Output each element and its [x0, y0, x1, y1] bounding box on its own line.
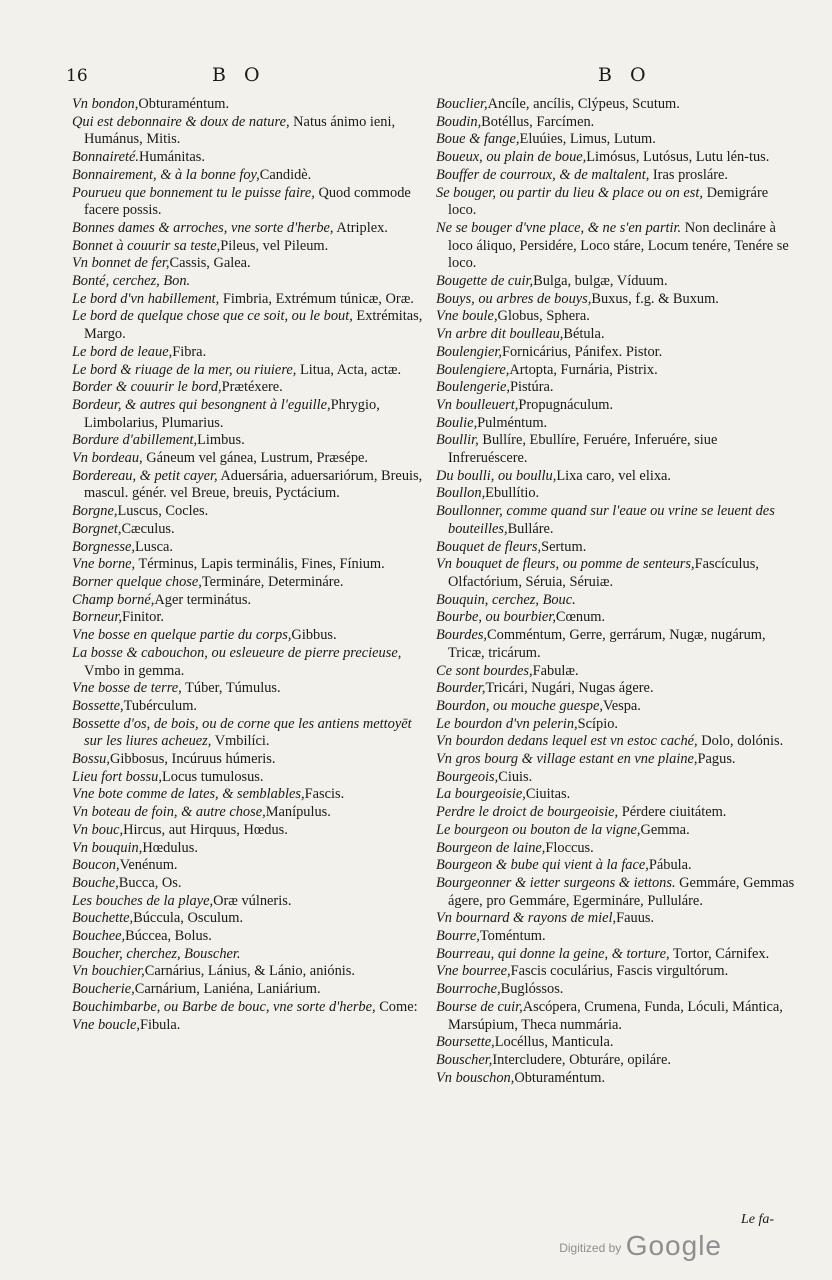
french-headword: Bonnairement, & à la bonne foy,: [72, 166, 260, 183]
dictionary-entry: [436, 804, 796, 822]
dictionary-entry: [436, 96, 796, 114]
latin-equivalent: Buglóssos.: [500, 981, 564, 998]
latin-equivalent: Bullíre, Ebullíre, Feruére, Inferuére, siue Infreruéscere.: [448, 432, 718, 467]
french-headword: Boulengier,: [436, 343, 502, 360]
latin-equivalent: Locéllus, Manticula.: [494, 1034, 614, 1051]
french-headword: Bouchette,: [72, 910, 134, 927]
french-headword: Boulengiere,: [436, 361, 510, 378]
dictionary-entry: [436, 167, 796, 185]
dictionary-entry: [72, 362, 427, 380]
latin-equivalent: Fimbria, Extrémum túnicæ, Oræ.: [219, 290, 414, 307]
latin-equivalent: Intercludere, Obturáre, opiláre.: [492, 1051, 671, 1068]
french-headword: Bouys, ou arbres de bouys,: [436, 290, 592, 307]
dictionary-entry: [436, 698, 796, 716]
dictionary-entry: [72, 185, 427, 220]
french-headword: Bourder,: [436, 680, 486, 697]
french-headword: Ne se bouger d'vne place, & ne s'en partir.: [436, 219, 682, 236]
google-logo: Google: [625, 1230, 722, 1261]
dictionary-entry: [436, 556, 796, 591]
french-headword: Bordeur, & autres qui besongnent à l'eguille,: [72, 396, 331, 413]
french-headword: Borneur,: [72, 609, 122, 626]
french-headword: Boudin,: [436, 113, 482, 130]
dictionary-entry: [72, 238, 427, 256]
french-headword: Ce sont bourdes,: [436, 662, 533, 679]
latin-equivalent: Finitor.: [121, 609, 164, 626]
french-headword: Vn bouquin,: [72, 839, 143, 856]
dictionary-entry: [72, 822, 427, 840]
dictionary-entry: [436, 131, 796, 149]
dictionary-entry: [72, 397, 427, 432]
latin-equivalent: Vespa.: [602, 697, 641, 714]
latin-equivalent: Artopta, Furnária, Pistrix.: [509, 361, 658, 378]
dictionary-entry: [72, 503, 427, 521]
french-headword: Bourroche,: [436, 981, 501, 998]
latin-equivalent: Fabulæ.: [532, 662, 579, 679]
dictionary-entry: [72, 786, 427, 804]
dictionary-entry: [436, 981, 796, 999]
latin-equivalent: Gáneum vel gánea, Lustrum, Præsépe.: [142, 450, 369, 467]
dictionary-entry: [72, 875, 427, 893]
latin-equivalent: Vmbo in gemma.: [84, 662, 185, 679]
dictionary-entry: [436, 786, 796, 804]
dictionary-entry: [436, 344, 796, 362]
french-headword: Bordure d'abillement,: [72, 432, 198, 449]
latin-equivalent: Oræ vúlneris.: [213, 892, 292, 909]
french-headword: Le bourdon d'vn pelerin,: [436, 715, 578, 732]
french-headword: Bourgeonner & ietter surgeons & iettons.: [436, 874, 676, 891]
dictionary-entry: [72, 698, 427, 716]
dictionary-entry: [72, 716, 427, 751]
latin-equivalent: Bucca, Os.: [118, 874, 182, 891]
french-headword: Boueux, ou plain de boue,: [436, 149, 587, 166]
french-headword: Champ borné,: [72, 591, 155, 608]
dictionary-entry: [436, 397, 796, 415]
dictionary-entry: [436, 1070, 796, 1088]
latin-equivalent: Pileus, vel Pileum.: [220, 237, 329, 254]
french-headword: Le bord & riuage de la mer, ou riuiere,: [72, 361, 297, 378]
french-headword: Vne boule,: [436, 308, 498, 325]
dictionary-entry: [436, 468, 796, 486]
dictionary-entry: [436, 609, 796, 627]
french-headword: Boursette,: [436, 1034, 495, 1051]
dictionary-entry: [72, 114, 427, 149]
latin-equivalent: Prætéxere.: [221, 379, 283, 396]
dictionary-entry: [72, 521, 427, 539]
dictionary-entry: [72, 928, 427, 946]
french-headword: Bourdes,: [436, 627, 488, 644]
latin-equivalent: Ciuis.: [498, 768, 533, 785]
dictionary-entry: [72, 893, 427, 911]
dictionary-entry: [436, 999, 796, 1034]
latin-equivalent: Búccula, Osculum.: [133, 910, 244, 927]
latin-equivalent: Extrémitas, Margo.: [84, 308, 423, 343]
running-header-right: B O: [598, 64, 652, 86]
dictionary-entry: [72, 468, 427, 503]
latin-equivalent: Bulláre.: [507, 520, 554, 537]
latin-equivalent: Fascis coculárius, Fascis virgultórum.: [510, 963, 729, 980]
latin-equivalent: Fornicárius, Pánifex. Pistor.: [501, 343, 663, 360]
french-headword: Bonté, cerchez, Bon.: [72, 273, 191, 290]
french-headword: Boullonner, comme quand sur l'eaue ou vrine se leuent des bouteilles,: [436, 503, 775, 537]
french-headword: Vne boucle,: [72, 1016, 140, 1033]
dictionary-entry: [436, 963, 796, 981]
latin-equivalent: Non declináre à loco áliquo, Persidére, Loco stáre, Locum tenére, Tenére se loco.: [448, 219, 789, 272]
french-headword: Vne borne,: [72, 556, 136, 573]
latin-equivalent: Hœdulus.: [142, 839, 198, 856]
latin-equivalent: Bulga, bulgæ, Víduum.: [533, 273, 668, 290]
french-headword: Vne bourree,: [436, 963, 511, 980]
latin-equivalent: Luscus, Cocles.: [117, 503, 209, 520]
dictionary-entry: [436, 503, 796, 538]
latin-equivalent: Dolo, dolónis.: [697, 733, 784, 750]
latin-equivalent: Ascópera, Crumena, Funda, Lóculi, Mántica, Marsúpium, Theca nummária.: [448, 998, 783, 1033]
latin-equivalent: Scípio.: [577, 715, 619, 732]
dictionary-entry: [72, 291, 427, 309]
french-headword: Boue & fange,: [436, 131, 520, 148]
right-column: [436, 96, 796, 1087]
dictionary-entry: [436, 539, 796, 557]
dictionary-entry: [72, 574, 427, 592]
latin-equivalent: Carnárium, Laniéna, Laniárium.: [134, 981, 321, 998]
dictionary-entry: [72, 308, 427, 343]
page-number: 16: [66, 66, 88, 86]
latin-equivalent: Vmbilíci.: [211, 733, 270, 750]
dictionary-entry: [436, 840, 796, 858]
latin-equivalent: Túber, Túmulus.: [181, 680, 281, 697]
dictionary-entry: [72, 804, 427, 822]
dictionary-entry: [436, 875, 796, 910]
french-headword: Vn bondon,: [72, 96, 139, 112]
dictionary-entry: [72, 769, 427, 787]
french-headword: Bouffer de courroux, & de maltalent,: [436, 166, 650, 183]
digitized-by-watermark: [559, 1230, 722, 1262]
dictionary-entry: [72, 857, 427, 875]
dictionary-entry: [436, 1052, 796, 1070]
french-headword: Bouquin, cerchez, Bouc.: [436, 591, 576, 608]
latin-equivalent: Toméntum.: [479, 928, 546, 945]
french-headword: Le bord de leaue,: [72, 343, 173, 360]
latin-equivalent: Cœnum.: [555, 609, 606, 626]
dictionary-entry: [436, 716, 796, 734]
dictionary-entry: [72, 946, 427, 964]
dictionary-entry: [72, 450, 427, 468]
french-headword: Vn gros bourg & village estant en vne plaine,: [436, 751, 698, 768]
catchword: Le fa-: [740, 1212, 774, 1227]
french-headword: Border & couurir le bord,: [72, 379, 222, 396]
dictionary-entry: [72, 609, 427, 627]
dictionary-entry: [436, 733, 796, 751]
french-headword: Bourre,: [436, 928, 480, 945]
latin-equivalent: Carnárius, Lánius, & Lánio, aniónis.: [144, 963, 355, 980]
latin-equivalent: Ancíle, ancílis, Clýpeus, Scutum.: [487, 96, 680, 112]
dictionary-entry: [436, 362, 796, 380]
latin-equivalent: Ciuitas.: [525, 786, 571, 803]
latin-equivalent: Fibra.: [172, 343, 207, 360]
latin-equivalent: Candidè.: [259, 166, 312, 183]
latin-equivalent: Phrygio, Limbolarius, Plumarius.: [84, 396, 380, 431]
french-headword: Bordereau, & petit cayer,: [72, 467, 218, 484]
latin-equivalent: Floccus.: [545, 839, 594, 856]
dictionary-entry: [72, 751, 427, 769]
dictionary-entry: [436, 415, 796, 433]
latin-equivalent: Gibbus.: [291, 627, 337, 644]
latin-equivalent: Tortor, Cárnifex.: [669, 945, 770, 962]
latin-equivalent: Pábula.: [648, 857, 692, 874]
dictionary-entry: [72, 255, 427, 273]
dictionary-entry: [436, 273, 796, 291]
dictionary-entry: [436, 1034, 796, 1052]
latin-equivalent: Lixa caro, vel elixa.: [556, 467, 671, 484]
dictionary-entry: [72, 149, 427, 167]
french-headword: Bouquet de fleurs,: [436, 538, 542, 555]
french-headword: Boucher, cherchez, Bouscher.: [72, 945, 241, 962]
dictionary-entry: [436, 769, 796, 787]
french-headword: Bourgeois,: [436, 768, 499, 785]
dictionary-entry: [436, 910, 796, 928]
french-headword: La bourgeoisie,: [436, 786, 526, 803]
french-headword: Borgne,: [72, 503, 118, 520]
dictionary-entry: [436, 114, 796, 132]
dictionary-entry: [72, 910, 427, 928]
french-headword: Perdre le droict de bourgeoisie,: [436, 804, 619, 821]
dictionary-entry: [72, 273, 427, 291]
french-headword: Boulie,: [436, 414, 478, 431]
dictionary-entry: [72, 96, 427, 114]
latin-equivalent: Fascículus, Olfactórium, Séruia, Séruiæ.: [448, 556, 759, 590]
french-headword: Vn boulleuert,: [436, 396, 519, 413]
dictionary-entry: [436, 857, 796, 875]
french-headword: Bouche,: [72, 874, 119, 891]
latin-equivalent: Propugnáculum.: [518, 396, 614, 413]
french-headword: Qui est debonnaire & doux de nature,: [72, 113, 290, 130]
latin-equivalent: Hircus, aut Hirquus, Hœdus.: [123, 821, 288, 838]
latin-equivalent: Búccea, Bolus.: [125, 928, 212, 945]
dictionary-entry: [72, 645, 427, 680]
dictionary-entry: [436, 291, 796, 309]
dictionary-entry: [72, 680, 427, 698]
french-headword: Bourse de cuir,: [436, 998, 523, 1015]
french-headword: Lieu fort bossu,: [72, 768, 162, 785]
latin-equivalent: Come:: [375, 998, 418, 1015]
french-headword: Bossette d'os, de bois, ou de corne que les antiens mettoyēt sur les liures acheuez,: [72, 715, 412, 750]
french-headword: Vn bonnet de fer,: [72, 255, 170, 272]
left-column: [72, 96, 427, 1034]
latin-equivalent: Obturaméntum.: [138, 96, 230, 112]
latin-equivalent: Humánitas.: [139, 149, 205, 166]
french-headword: Bossu,: [72, 751, 110, 768]
french-headword: Vn bournard & rayons de miel,: [436, 910, 617, 927]
dictionary-entry: [72, 627, 427, 645]
latin-equivalent: Pulméntum.: [477, 414, 548, 431]
dictionary-entry: [436, 326, 796, 344]
french-headword: Vne bosse en quelque partie du corps,: [72, 627, 292, 644]
latin-equivalent: Cæculus.: [121, 520, 175, 537]
dictionary-entry: [72, 592, 427, 610]
french-headword: Le bord de quelque chose que ce soit, ou le bout,: [72, 308, 353, 325]
french-headword: Vn bouchier,: [72, 963, 145, 980]
latin-equivalent: Pagus.: [697, 751, 736, 768]
latin-equivalent: Fauus.: [616, 910, 655, 927]
latin-equivalent: Globus, Sphera.: [497, 308, 590, 325]
dictionary-entry: [72, 379, 427, 397]
latin-equivalent: Pistúra.: [509, 379, 554, 396]
dictionary-entry: [436, 822, 796, 840]
dictionary-entry: [72, 981, 427, 999]
latin-equivalent: Manípulus.: [265, 804, 331, 821]
dictionary-entry: [72, 539, 427, 557]
dictionary-entry: [72, 220, 427, 238]
dictionary-entry: [72, 432, 427, 450]
french-headword: Le bord d'vn habillement,: [72, 290, 220, 307]
latin-equivalent: Atriplex.: [333, 219, 388, 236]
dictionary-entry: [436, 928, 796, 946]
watermark-prefix: Digitized by: [559, 1241, 622, 1255]
dictionary-entry: [72, 167, 427, 185]
dictionary-entry: [72, 344, 427, 362]
dictionary-entry: [436, 432, 796, 467]
french-headword: Bossette,: [72, 697, 124, 714]
french-headword: Vn bouquet de fleurs, ou pomme de senteurs,: [436, 556, 695, 573]
french-headword: Le bourgeon ou bouton de la vigne,: [436, 821, 641, 838]
french-headword: Bouscher,: [436, 1051, 493, 1068]
french-headword: Les bouches de la playe,: [72, 892, 214, 909]
french-headword: Vn bouc,: [72, 821, 124, 838]
dictionary-entry: [436, 485, 796, 503]
latin-equivalent: Limósus, Lutósus, Lutu lén-tus.: [586, 149, 770, 166]
latin-equivalent: Sertum.: [541, 538, 587, 555]
dictionary-entry: [72, 556, 427, 574]
latin-equivalent: Cassis, Galea.: [169, 255, 251, 272]
latin-equivalent: Locus tumulosus.: [161, 768, 264, 785]
dictionary-entry: [436, 751, 796, 769]
latin-equivalent: Fascis.: [304, 786, 345, 803]
latin-equivalent: Tricári, Nugári, Nugas ágere.: [485, 680, 654, 697]
dictionary-entry: [436, 185, 796, 220]
latin-equivalent: Termináre, Determináre.: [201, 573, 344, 590]
french-headword: Bonnaireté.: [72, 149, 140, 166]
french-headword: Vne bote comme de lates, & semblables,: [72, 786, 305, 803]
dictionary-entry: [436, 627, 796, 662]
latin-equivalent: Lusca.: [135, 538, 173, 555]
french-headword: Bonnet à couurir sa teste,: [72, 237, 221, 254]
french-headword: Bourgeon & bube qui vient à la face,: [436, 857, 649, 874]
latin-equivalent: Quod commode facere possis.: [84, 184, 411, 219]
french-headword: Du boulli, ou boullu,: [436, 467, 557, 484]
latin-equivalent: Comméntum, Gerre, gerrárum, Nugæ, nugárum, Tricæ, tricárum.: [448, 627, 766, 661]
french-headword: Bouchee,: [72, 928, 126, 945]
latin-equivalent: Obturaméntum.: [514, 1069, 606, 1086]
french-headword: Vn bourdon dedans lequel est vn estoc caché,: [436, 733, 698, 750]
french-headword: Bourdon, ou mouche guespe,: [436, 697, 603, 714]
latin-equivalent: Demigráre loco.: [448, 184, 769, 219]
french-headword: Se bouger, ou partir du lieu & place ou on est,: [436, 184, 703, 201]
french-headword: Boucon,: [72, 857, 120, 874]
french-headword: Boullon,: [436, 485, 486, 502]
french-headword: Borner quelque chose,: [72, 573, 202, 590]
french-headword: Vn arbre dit boulleau,: [436, 326, 564, 343]
french-headword: Vn bordeau,: [72, 450, 143, 467]
latin-equivalent: Venénum.: [119, 857, 178, 874]
latin-equivalent: Gemmáre, Gemmas ágere, pro Gemmáre, Egermináre, Pulluláre.: [448, 874, 795, 909]
french-headword: Bourbe, ou bourbier,: [436, 609, 556, 626]
dictionary-entry: [436, 592, 796, 610]
latin-equivalent: Fibula.: [139, 1016, 181, 1033]
dictionary-entry: [436, 680, 796, 698]
dictionary-entry: [436, 379, 796, 397]
french-headword: Boulengerie,: [436, 379, 510, 396]
latin-equivalent: Tubérculum.: [123, 697, 197, 714]
french-headword: Vn bouschon,: [436, 1069, 515, 1086]
french-headword: Borgnesse,: [72, 538, 136, 555]
running-header-left: B O: [212, 64, 266, 86]
dictionary-entry: [436, 220, 796, 273]
french-headword: Bonnes dames & arroches, vne sorte d'herbe,: [72, 219, 334, 236]
latin-equivalent: Pérdere ciuitátem.: [618, 804, 727, 821]
french-headword: Boullir,: [436, 432, 479, 449]
french-headword: Borgnet,: [72, 520, 122, 537]
french-headword: La bosse & cabouchon, ou esleueure de pierre precieuse,: [72, 644, 402, 661]
dictionary-entry: [72, 963, 427, 981]
latin-equivalent: Gemma.: [640, 821, 690, 838]
french-headword: Bourgeon de laine,: [436, 839, 546, 856]
french-headword: Pourueu que bonnement tu le puisse faire,: [72, 184, 315, 201]
french-headword: Bougette de cuir,: [436, 273, 534, 290]
dictionary-entry: [436, 946, 796, 964]
latin-equivalent: Botéllus, Farcímen.: [481, 113, 595, 130]
dictionary-entry: [436, 663, 796, 681]
latin-equivalent: Gibbosus, Incúruus húmeris.: [109, 751, 276, 768]
latin-equivalent: Iras prosláre.: [649, 166, 729, 183]
dictionary-entry: [436, 308, 796, 326]
dictionary-entry: [72, 840, 427, 858]
latin-equivalent: Ager terminátus.: [154, 591, 252, 608]
latin-equivalent: Bétula.: [563, 326, 605, 343]
french-headword: Bourreau, qui donne la geine, & torture,: [436, 945, 670, 962]
dictionary-entry: [436, 149, 796, 167]
latin-equivalent: Natus ánimo ieni, Humánus, Mitis.: [84, 113, 396, 148]
french-headword: Boucherie,: [72, 981, 135, 998]
french-headword: Bouclier,: [436, 96, 488, 112]
french-headword: Vne bosse de terre,: [72, 680, 182, 697]
latin-equivalent: Buxus, f.g. & Buxum.: [591, 290, 719, 307]
latin-equivalent: Limbus.: [197, 432, 245, 449]
dictionary-entry: [72, 999, 427, 1017]
latin-equivalent: Litua, Acta, actæ.: [296, 361, 402, 378]
latin-equivalent: Eluúies, Limus, Lutum.: [519, 131, 656, 148]
french-headword: Bouchimbarbe, ou Barbe de bouc, vne sorte d'herbe,: [72, 998, 376, 1015]
latin-equivalent: Aduersária, aduersariórum, Breuis, mascul. génér. vel Breue, breuis, Pyctácium.: [84, 467, 423, 502]
dictionary-entry: [72, 1017, 427, 1035]
latin-equivalent: Ebullítio.: [485, 485, 540, 502]
latin-equivalent: Términus, Lapis terminális, Fines, Fínium.: [135, 556, 385, 573]
french-headword: Vn boteau de foin, & autre chose,: [72, 804, 266, 821]
